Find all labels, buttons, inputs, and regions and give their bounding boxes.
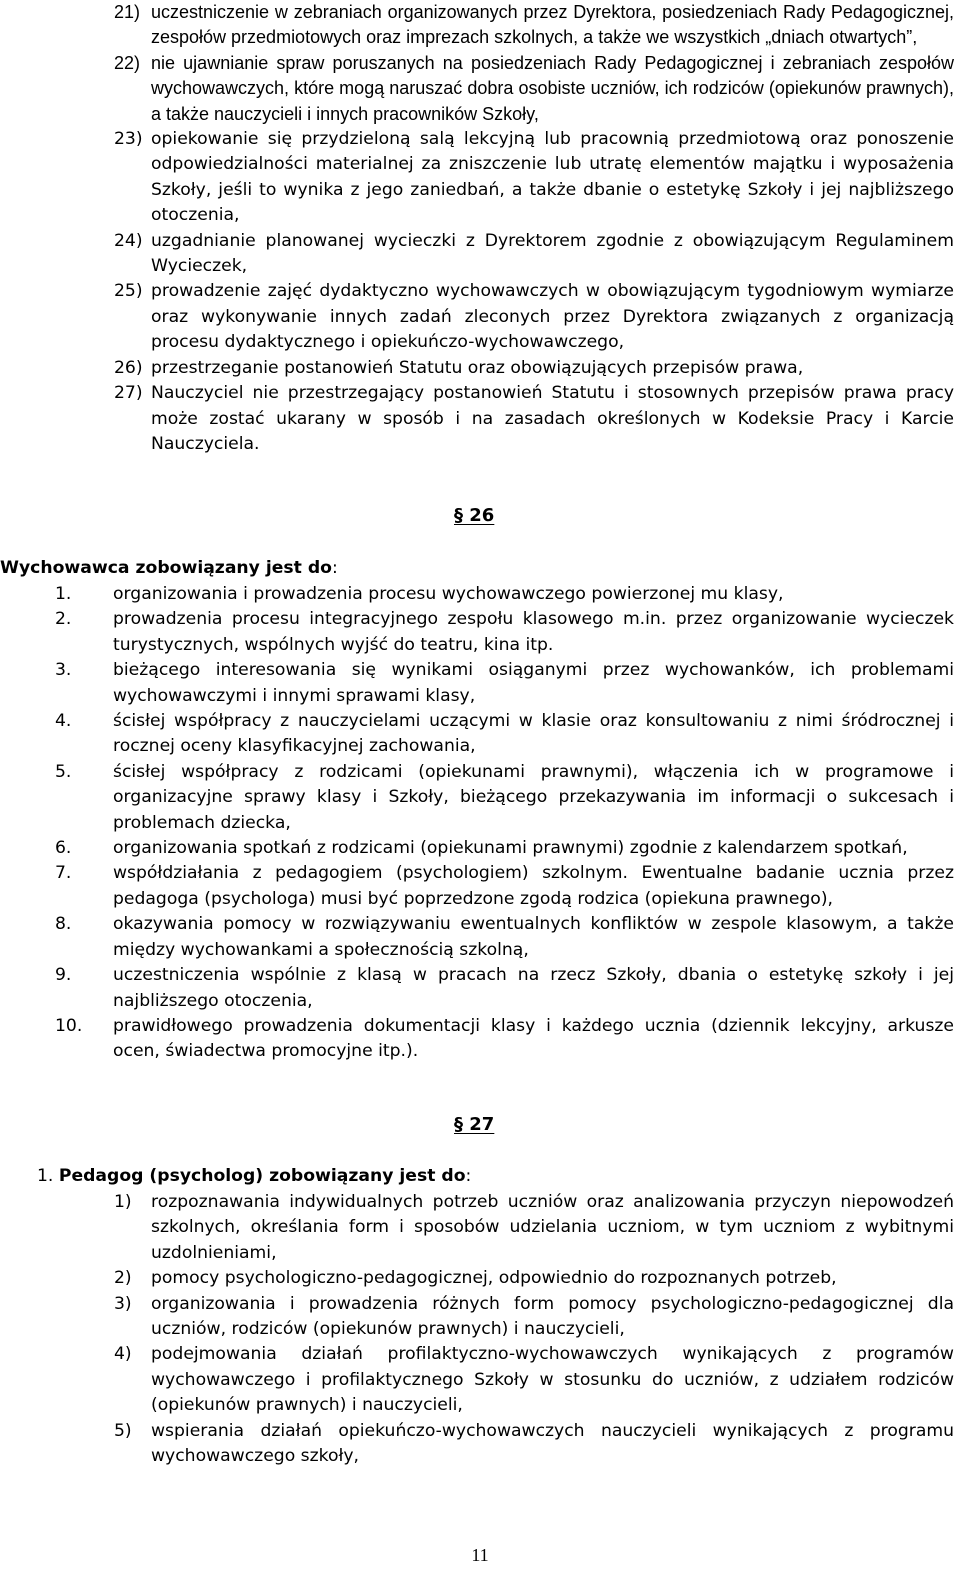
item-number: 27)	[114, 383, 143, 404]
section-27-title-suffix: :	[465, 1166, 472, 1186]
list-item	[114, 1266, 954, 1291]
item-text: organizowania i prowadzenia różnych form pomocy psychologiczno-pedagogicznej dla uczniów, rodziców (opiekunów prawnych) i nauczycieli,	[151, 1293, 954, 1340]
item-number: 2.	[55, 609, 72, 630]
item-number: 7.	[55, 863, 72, 884]
item-number: 26)	[114, 357, 143, 378]
list-item	[0, 861, 954, 912]
item-text: okazywania pomocy w rozwiązywaniu ewentualnych konfliktów w zespole klasowym, a także między wychowankami a społecznością szkolną,	[113, 914, 954, 960]
item-number: 10.	[55, 1015, 83, 1036]
item-text: podejmowania działań profilaktyczno-wychowawczych wynikających z programów wychowawczego i profilaktycznego Szkoły w stosunku do uczniów, z udziałem rodziców (opiekunów prawnych) i nauczycieli,	[151, 1344, 954, 1416]
section-26-title-bold: Wychowawca zobowiązany jest do	[0, 558, 332, 578]
list-item	[0, 963, 954, 1014]
item-number: 1)	[114, 1192, 132, 1212]
list-item	[114, 0, 954, 51]
item-text: uzgadnianie planowanej wycieczki z Dyrektorem zgodnie z obowiązującym Regulaminem Wycieczek,	[151, 230, 954, 277]
list-item	[114, 1292, 954, 1343]
item-text: ścisłej współpracy z nauczycielami uczącymi w klasie oraz konsultowaniu z nimi śródrocznej i rocznej oceny klasyfikacyjnej zachowania,	[113, 711, 954, 757]
list-item	[0, 582, 954, 607]
item-number: 3.	[55, 660, 72, 681]
item-text: uczestniczenia wspólnie z klasą w pracach na rzecz Szkoły, dbania o estetykę szkoły i jej najbliższego otoczenia,	[113, 965, 954, 1011]
item-text: Nauczyciel nie przestrzegający postanowień Statutu i stosownych przepisów prawa pracy może zostać ukarany w sposób i na zasadach określonych w Kodeksie Pracy i Karcie Nauczyciela.	[151, 383, 954, 454]
item-number: 6.	[55, 838, 72, 859]
list-item	[0, 912, 954, 963]
homeroom-teacher-duties-list	[0, 582, 954, 1065]
item-number: 1.	[55, 584, 72, 604]
item-number: 9.	[55, 965, 72, 986]
list-item	[114, 381, 954, 457]
list-item	[0, 1014, 954, 1065]
item-number: 4)	[114, 1344, 132, 1365]
item-number: 3)	[114, 1293, 132, 1314]
section-heading-26: § 26	[454, 505, 495, 526]
item-number: 5)	[114, 1420, 132, 1441]
item-number: 23)	[114, 129, 143, 150]
item-text: przestrzeganie postanowień Statutu oraz obowiązujących przepisów prawa,	[151, 357, 804, 378]
list-item	[0, 607, 954, 658]
item-number: 5.	[55, 761, 72, 782]
item-text: bieżącego interesowania się wynikami osiąganymi przez wychowanków, ich problemami wychowawczymi i innymi sprawami klasy,	[113, 660, 954, 706]
list-item	[0, 836, 954, 861]
item-number: 21)	[114, 2, 141, 22]
section-27-title-bold: Pedagog (psycholog) zobowiązany jest do	[58, 1166, 466, 1186]
list-item	[0, 709, 954, 760]
item-text: uczestniczenie w zebraniach organizowanych przez Dyrektora, posiedzeniach Rady Pedagogicznej, zespołów przedmiotowych oraz imprezach szkolnych, a także we wszystkich „dniach otwartych”,	[151, 2, 954, 48]
list-item	[114, 1342, 954, 1418]
item-text: organizowania i prowadzenia procesu wychowawczego powierzonej mu klasy,	[113, 584, 784, 604]
list-item	[114, 127, 954, 229]
duties-list-continued	[114, 0, 954, 457]
item-text: wspierania działań opiekuńczo-wychowawczych nauczycieli wynikających z programu wychowawczego szkoły,	[151, 1420, 954, 1467]
list-item	[114, 1190, 954, 1266]
item-text: nie ujawnianie spraw poruszanych na posiedzeniach Rady Pedagogicznej i zebraniach zespołów wychowawczych, które mogą naruszać dobra osobiste uczniów, ich rodziców (opiekunów prawnych), a także nauczycieli i innych pracowników Szkoły,	[151, 52, 954, 124]
section-26-title	[0, 556, 338, 581]
item-text: pomocy psychologiczno-pedagogicznej, odpowiednio do rozpoznanych potrzeb,	[151, 1268, 837, 1289]
item-text: prawidłowego prowadzenia dokumentacji klasy i każdego ucznia (dziennik lekcyjny, arkusze ocen, świadectwa promocyjne itp.).	[113, 1015, 954, 1062]
item-text: prowadzenie zajęć dydaktyczno wychowawczych w obowiązującym tygodniowym wymiarze oraz wykonywanie innych zadań zleconych przez Dyrektora związanych z organizacją procesu dydaktycznego i opiekuńczo-wychowawczego,	[151, 281, 954, 353]
item-number: 25)	[114, 281, 143, 302]
item-number: 4.	[55, 711, 72, 732]
section-26-title-suffix: :	[331, 558, 338, 578]
list-item	[0, 658, 954, 709]
section-27-title-number: 1.	[37, 1166, 54, 1186]
section-27-title	[37, 1164, 471, 1189]
item-text: opiekowanie się przydzieloną salą lekcyjną lub pracownią przedmiotową oraz ponoszenie odpowiedzialności materialnej za zniszczenie lub utratę elementów majątku i wyposażenia Szkoły, jeśli to wynika z jego zaniedbań, a także dbanie o estetykę Szkoły i jej najbliższego otoczenia,	[151, 129, 954, 226]
list-item	[114, 356, 954, 381]
item-text: współdziałania z pedagogiem (psychologiem) szkolnym. Ewentualne badanie ucznia przez pedagoga (psychologa) musi być poprzedzone zgodą rodzica (opiekuna prawnego),	[113, 863, 954, 909]
pedagogue-duties-list	[114, 1190, 954, 1469]
list-item	[114, 51, 954, 127]
item-text: prowadzenia procesu integracyjnego zespołu klasowego m.in. przez organizowanie wycieczek turystycznych, wspólnych wyjść do teatru, kina itp.	[113, 609, 954, 655]
item-text: ścisłej współpracy z rodzicami (opiekunami prawnymi), włączenia ich w programowe i organizacyjne sprawy klasy i Szkoły, bieżącego przekazywania im informacji o sukcesach i problemach dziecka,	[113, 761, 954, 833]
page-number: 11	[471, 1545, 489, 1565]
section-heading-27: § 27	[454, 1114, 495, 1135]
list-item	[114, 1419, 954, 1470]
item-text: rozpoznawania indywidualnych potrzeb uczniów oraz analizowania przyczyn niepowodzeń szkolnych, określania form i sposobów udzielania uczniom, w tym uczniom z wybitnymi uzdolnieniami,	[151, 1192, 954, 1263]
item-number: 2)	[114, 1268, 132, 1289]
list-item	[0, 760, 954, 836]
item-number: 8.	[55, 914, 72, 935]
item-number: 22)	[114, 52, 141, 73]
list-item	[114, 279, 954, 355]
item-text: organizowania spotkań z rodzicami (opiekunami prawnymi) zgodnie z kalendarzem spotkań,	[113, 838, 908, 859]
item-number: 24)	[114, 230, 143, 251]
list-item	[114, 229, 954, 280]
